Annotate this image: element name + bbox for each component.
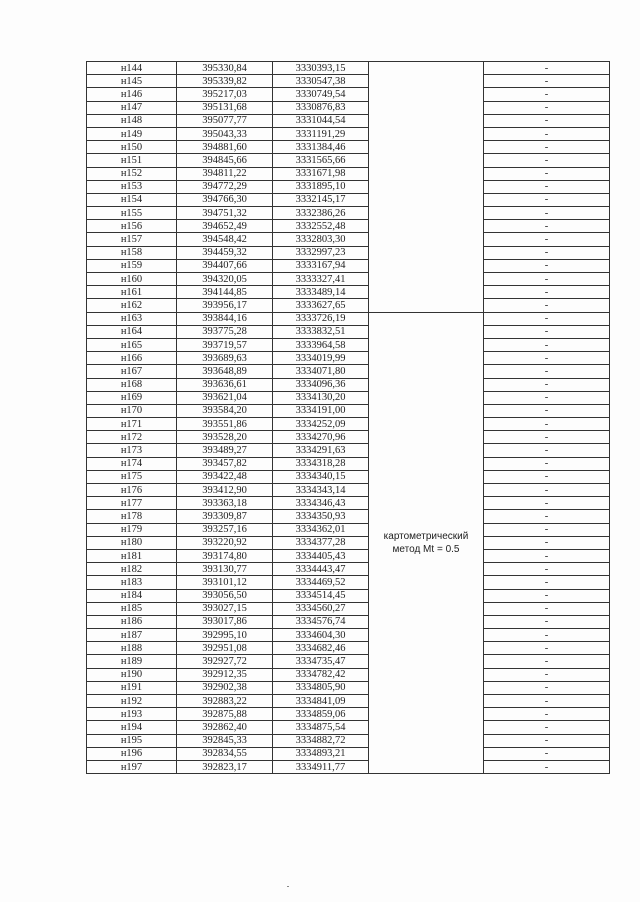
x-coordinate-cell: 394320,05 [177,273,273,286]
point-id-cell: н155 [87,207,177,220]
x-coordinate-cell: 394407,66 [177,259,273,272]
x-coordinate-cell: 393174,80 [177,549,273,562]
y-coordinate-cell: 3334096,36 [273,378,369,391]
table-row [87,418,610,431]
point-id-cell: н197 [87,760,177,773]
note-cell: - [484,365,610,378]
point-id-cell: н169 [87,391,177,404]
x-coordinate-cell: 393719,57 [177,338,273,351]
table-row [87,299,610,312]
table-row [87,404,610,417]
point-id-cell: н182 [87,563,177,576]
table-row [87,88,610,101]
point-id-cell: н179 [87,523,177,536]
table-row [87,273,610,286]
y-coordinate-cell: 3334270,96 [273,431,369,444]
point-id-cell: н175 [87,470,177,483]
x-coordinate-cell: 394845,66 [177,154,273,167]
note-cell: - [484,655,610,668]
method-name: картометрический [383,530,469,542]
x-coordinate-cell: 393412,90 [177,484,273,497]
table-row [87,259,610,272]
x-coordinate-cell: 393648,89 [177,365,273,378]
y-coordinate-cell: 3334019,99 [273,352,369,365]
table-row [87,642,610,655]
y-coordinate-cell: 3330876,83 [273,101,369,114]
table-row [87,180,610,193]
table-row [87,708,610,721]
x-coordinate-cell: 392951,08 [177,642,273,655]
x-coordinate-cell: 392902,38 [177,681,273,694]
note-cell: - [484,180,610,193]
note-cell: - [484,615,610,628]
note-cell: - [484,114,610,127]
table-row [87,510,610,523]
point-id-cell: н147 [87,101,177,114]
point-id-cell: н173 [87,444,177,457]
y-coordinate-cell: 3331671,98 [273,167,369,180]
y-coordinate-cell: 3334859,06 [273,708,369,721]
note-cell: - [484,457,610,470]
point-id-cell: н196 [87,747,177,760]
x-coordinate-cell: 395339,82 [177,75,273,88]
point-id-cell: н144 [87,62,177,75]
y-coordinate-cell: 3334405,43 [273,549,369,562]
note-cell: - [484,88,610,101]
y-coordinate-cell: 3334805,90 [273,681,369,694]
y-coordinate-cell: 3330749,54 [273,88,369,101]
point-id-cell: н194 [87,721,177,734]
y-coordinate-cell: 3334318,28 [273,457,369,470]
x-coordinate-cell: 392883,22 [177,695,273,708]
x-coordinate-cell: 394772,29 [177,180,273,193]
point-id-cell: н168 [87,378,177,391]
table-row [87,338,610,351]
x-coordinate-cell: 393489,27 [177,444,273,457]
point-id-cell: н160 [87,273,177,286]
x-coordinate-cell: 393775,28 [177,325,273,338]
x-coordinate-cell: 394652,49 [177,220,273,233]
note-cell: - [484,312,610,325]
note-cell: - [484,273,610,286]
table-row [87,695,610,708]
point-id-cell: н162 [87,299,177,312]
note-cell: - [484,695,610,708]
table-row [87,127,610,140]
y-coordinate-cell: 3332997,23 [273,246,369,259]
point-id-cell: н185 [87,602,177,615]
y-coordinate-cell: 3333327,41 [273,273,369,286]
y-coordinate-cell: 3334604,30 [273,629,369,642]
table-row [87,246,610,259]
note-cell: - [484,246,610,259]
point-id-cell: н191 [87,681,177,694]
x-coordinate-cell: 394144,85 [177,286,273,299]
table-row [87,154,610,167]
x-coordinate-cell: 392995,10 [177,629,273,642]
scan-speck [287,886,289,887]
y-coordinate-cell: 3334130,20 [273,391,369,404]
y-coordinate-cell: 3333964,58 [273,338,369,351]
x-coordinate-cell: 395330,84 [177,62,273,75]
x-coordinate-cell: 392823,17 [177,760,273,773]
point-id-cell: н166 [87,352,177,365]
x-coordinate-cell: 393689,63 [177,352,273,365]
note-cell: - [484,193,610,206]
point-id-cell: н186 [87,615,177,628]
x-coordinate-cell: 393621,04 [177,391,273,404]
point-id-cell: н158 [87,246,177,259]
point-id-cell: н149 [87,127,177,140]
note-cell: - [484,325,610,338]
note-cell: - [484,404,610,417]
table-row [87,233,610,246]
x-coordinate-cell: 394881,60 [177,141,273,154]
y-coordinate-cell: 3331384,46 [273,141,369,154]
point-id-cell: н165 [87,338,177,351]
x-coordinate-cell: 392862,40 [177,721,273,734]
y-coordinate-cell: 3334469,52 [273,576,369,589]
note-cell: - [484,681,610,694]
table-row [87,602,610,615]
table-row [87,62,610,75]
x-coordinate-cell: 392912,35 [177,668,273,681]
table-row [87,365,610,378]
note-cell: - [484,523,610,536]
table-row [87,747,610,760]
table-row [87,549,610,562]
note-cell: - [484,391,610,404]
note-cell: - [484,233,610,246]
y-coordinate-cell: 3334191,00 [273,404,369,417]
point-id-cell: н177 [87,497,177,510]
x-coordinate-cell: 394766,30 [177,193,273,206]
table-row [87,325,610,338]
table-row [87,444,610,457]
point-id-cell: н167 [87,365,177,378]
y-coordinate-cell: 3333726,19 [273,312,369,325]
y-coordinate-cell: 3334350,93 [273,510,369,523]
x-coordinate-cell: 393844,16 [177,312,273,325]
y-coordinate-cell: 3334735,47 [273,655,369,668]
method-accuracy: метод Mt = 0.5 [392,543,460,555]
note-cell: - [484,259,610,272]
point-id-cell: н154 [87,193,177,206]
y-coordinate-cell: 3334343,14 [273,484,369,497]
note-cell: - [484,510,610,523]
table-row [87,523,610,536]
note-cell: - [484,207,610,220]
point-id-cell: н183 [87,576,177,589]
note-cell: - [484,760,610,773]
note-cell: - [484,431,610,444]
y-coordinate-cell: 3334377,28 [273,536,369,549]
table-row [87,536,610,549]
x-coordinate-cell: 393457,82 [177,457,273,470]
note-cell: - [484,220,610,233]
x-coordinate-cell: 395217,03 [177,88,273,101]
y-coordinate-cell: 3334911,77 [273,760,369,773]
x-coordinate-cell: 393309,87 [177,510,273,523]
note-cell: - [484,127,610,140]
table-row [87,563,610,576]
note-cell: - [484,444,610,457]
x-coordinate-cell: 392845,33 [177,734,273,747]
point-id-cell: н193 [87,708,177,721]
point-id-cell: н157 [87,233,177,246]
table-row [87,312,610,325]
y-coordinate-cell: 3334882,72 [273,734,369,747]
x-coordinate-cell: 393956,17 [177,299,273,312]
method-cell [369,312,484,774]
point-id-cell: н150 [87,141,177,154]
point-id-cell: н188 [87,642,177,655]
note-cell: - [484,338,610,351]
point-id-cell: н159 [87,259,177,272]
note-cell: - [484,484,610,497]
note-cell: - [484,576,610,589]
table-row [87,101,610,114]
note-cell: - [484,563,610,576]
point-id-cell: н180 [87,536,177,549]
y-coordinate-cell: 3334443,47 [273,563,369,576]
table-row [87,286,610,299]
point-id-cell: н190 [87,668,177,681]
table-row [87,734,610,747]
y-coordinate-cell: 3334291,63 [273,444,369,457]
note-cell: - [484,378,610,391]
table-row [87,431,610,444]
table-row [87,75,610,88]
x-coordinate-cell: 392927,72 [177,655,273,668]
x-coordinate-cell: 394811,22 [177,167,273,180]
y-coordinate-cell: 3331191,29 [273,127,369,140]
note-cell: - [484,470,610,483]
y-coordinate-cell: 3332803,30 [273,233,369,246]
note-cell: - [484,101,610,114]
point-id-cell: н181 [87,549,177,562]
table-row [87,668,610,681]
point-id-cell: н148 [87,114,177,127]
x-coordinate-cell: 393017,86 [177,615,273,628]
point-id-cell: н187 [87,629,177,642]
y-coordinate-cell: 3331565,66 [273,154,369,167]
note-cell: - [484,62,610,75]
x-coordinate-cell: 394751,32 [177,207,273,220]
point-id-cell: н170 [87,404,177,417]
table-row [87,378,610,391]
point-id-cell: н176 [87,484,177,497]
note-cell: - [484,352,610,365]
x-coordinate-cell: 393422,48 [177,470,273,483]
table-row [87,576,610,589]
y-coordinate-cell: 3332552,48 [273,220,369,233]
note-cell: - [484,497,610,510]
note-cell: - [484,642,610,655]
y-coordinate-cell: 3332386,26 [273,207,369,220]
note-cell: - [484,747,610,760]
y-coordinate-cell: 3332145,17 [273,193,369,206]
point-id-cell: н153 [87,180,177,193]
y-coordinate-cell: 3331895,10 [273,180,369,193]
point-id-cell: н163 [87,312,177,325]
x-coordinate-cell: 392834,55 [177,747,273,760]
x-coordinate-cell: 393056,50 [177,589,273,602]
x-coordinate-cell: 393528,20 [177,431,273,444]
y-coordinate-cell: 3333167,94 [273,259,369,272]
note-cell: - [484,167,610,180]
point-id-cell: н161 [87,286,177,299]
table-row [87,721,610,734]
table-row [87,681,610,694]
table-row [87,589,610,602]
y-coordinate-cell: 3334514,45 [273,589,369,602]
y-coordinate-cell: 3330393,15 [273,62,369,75]
table-row [87,167,610,180]
table-row [87,655,610,668]
x-coordinate-cell: 393636,61 [177,378,273,391]
x-coordinate-cell: 393584,20 [177,404,273,417]
point-id-cell: н192 [87,695,177,708]
table-row [87,497,610,510]
coordinates-table-body [87,62,610,774]
table-row [87,391,610,404]
note-cell: - [484,734,610,747]
y-coordinate-cell: 3334346,43 [273,497,369,510]
point-id-cell: н184 [87,589,177,602]
y-coordinate-cell: 3334252,09 [273,418,369,431]
x-coordinate-cell: 395131,68 [177,101,273,114]
table-row [87,193,610,206]
table-row [87,141,610,154]
y-coordinate-cell: 3334893,21 [273,747,369,760]
point-id-cell: н164 [87,325,177,338]
x-coordinate-cell: 393101,12 [177,576,273,589]
y-coordinate-cell: 3331044,54 [273,114,369,127]
x-coordinate-cell: 395077,77 [177,114,273,127]
y-coordinate-cell: 3334576,74 [273,615,369,628]
x-coordinate-cell: 393027,15 [177,602,273,615]
note-cell: - [484,602,610,615]
table-row [87,207,610,220]
x-coordinate-cell: 393257,16 [177,523,273,536]
note-cell: - [484,721,610,734]
y-coordinate-cell: 3334362,01 [273,523,369,536]
y-coordinate-cell: 3333627,65 [273,299,369,312]
note-cell: - [484,668,610,681]
point-id-cell: н146 [87,88,177,101]
point-id-cell: н174 [87,457,177,470]
y-coordinate-cell: 3330547,38 [273,75,369,88]
y-coordinate-cell: 3334071,80 [273,365,369,378]
y-coordinate-cell: 3334682,46 [273,642,369,655]
x-coordinate-cell: 395043,33 [177,127,273,140]
table-row [87,760,610,773]
table-row [87,220,610,233]
table-row [87,629,610,642]
x-coordinate-cell: 393220,92 [177,536,273,549]
y-coordinate-cell: 3334560,27 [273,602,369,615]
x-coordinate-cell: 394548,42 [177,233,273,246]
note-cell: - [484,75,610,88]
table-row [87,470,610,483]
x-coordinate-cell: 393130,77 [177,563,273,576]
point-id-cell: н145 [87,75,177,88]
point-id-cell: н152 [87,167,177,180]
y-coordinate-cell: 3334782,42 [273,668,369,681]
note-cell: - [484,629,610,642]
method-cell-upper [369,62,484,313]
table-row [87,114,610,127]
note-cell: - [484,286,610,299]
coordinates-table [86,61,610,774]
note-cell: - [484,549,610,562]
x-coordinate-cell: 393363,18 [177,497,273,510]
note-cell: - [484,708,610,721]
y-coordinate-cell: 3334340,15 [273,470,369,483]
table-row [87,615,610,628]
note-cell: - [484,154,610,167]
y-coordinate-cell: 3333489,14 [273,286,369,299]
note-cell: - [484,589,610,602]
point-id-cell: н156 [87,220,177,233]
y-coordinate-cell: 3334875,54 [273,721,369,734]
point-id-cell: н195 [87,734,177,747]
table-row [87,457,610,470]
point-id-cell: н172 [87,431,177,444]
point-id-cell: н171 [87,418,177,431]
x-coordinate-cell: 393551,86 [177,418,273,431]
y-coordinate-cell: 3333832,51 [273,325,369,338]
point-id-cell: н189 [87,655,177,668]
x-coordinate-cell: 394459,32 [177,246,273,259]
note-cell: - [484,418,610,431]
point-id-cell: н151 [87,154,177,167]
note-cell: - [484,536,610,549]
y-coordinate-cell: 3334841,09 [273,695,369,708]
note-cell: - [484,299,610,312]
table-row [87,484,610,497]
note-cell: - [484,141,610,154]
x-coordinate-cell: 392875,88 [177,708,273,721]
point-id-cell: н178 [87,510,177,523]
table-row [87,352,610,365]
